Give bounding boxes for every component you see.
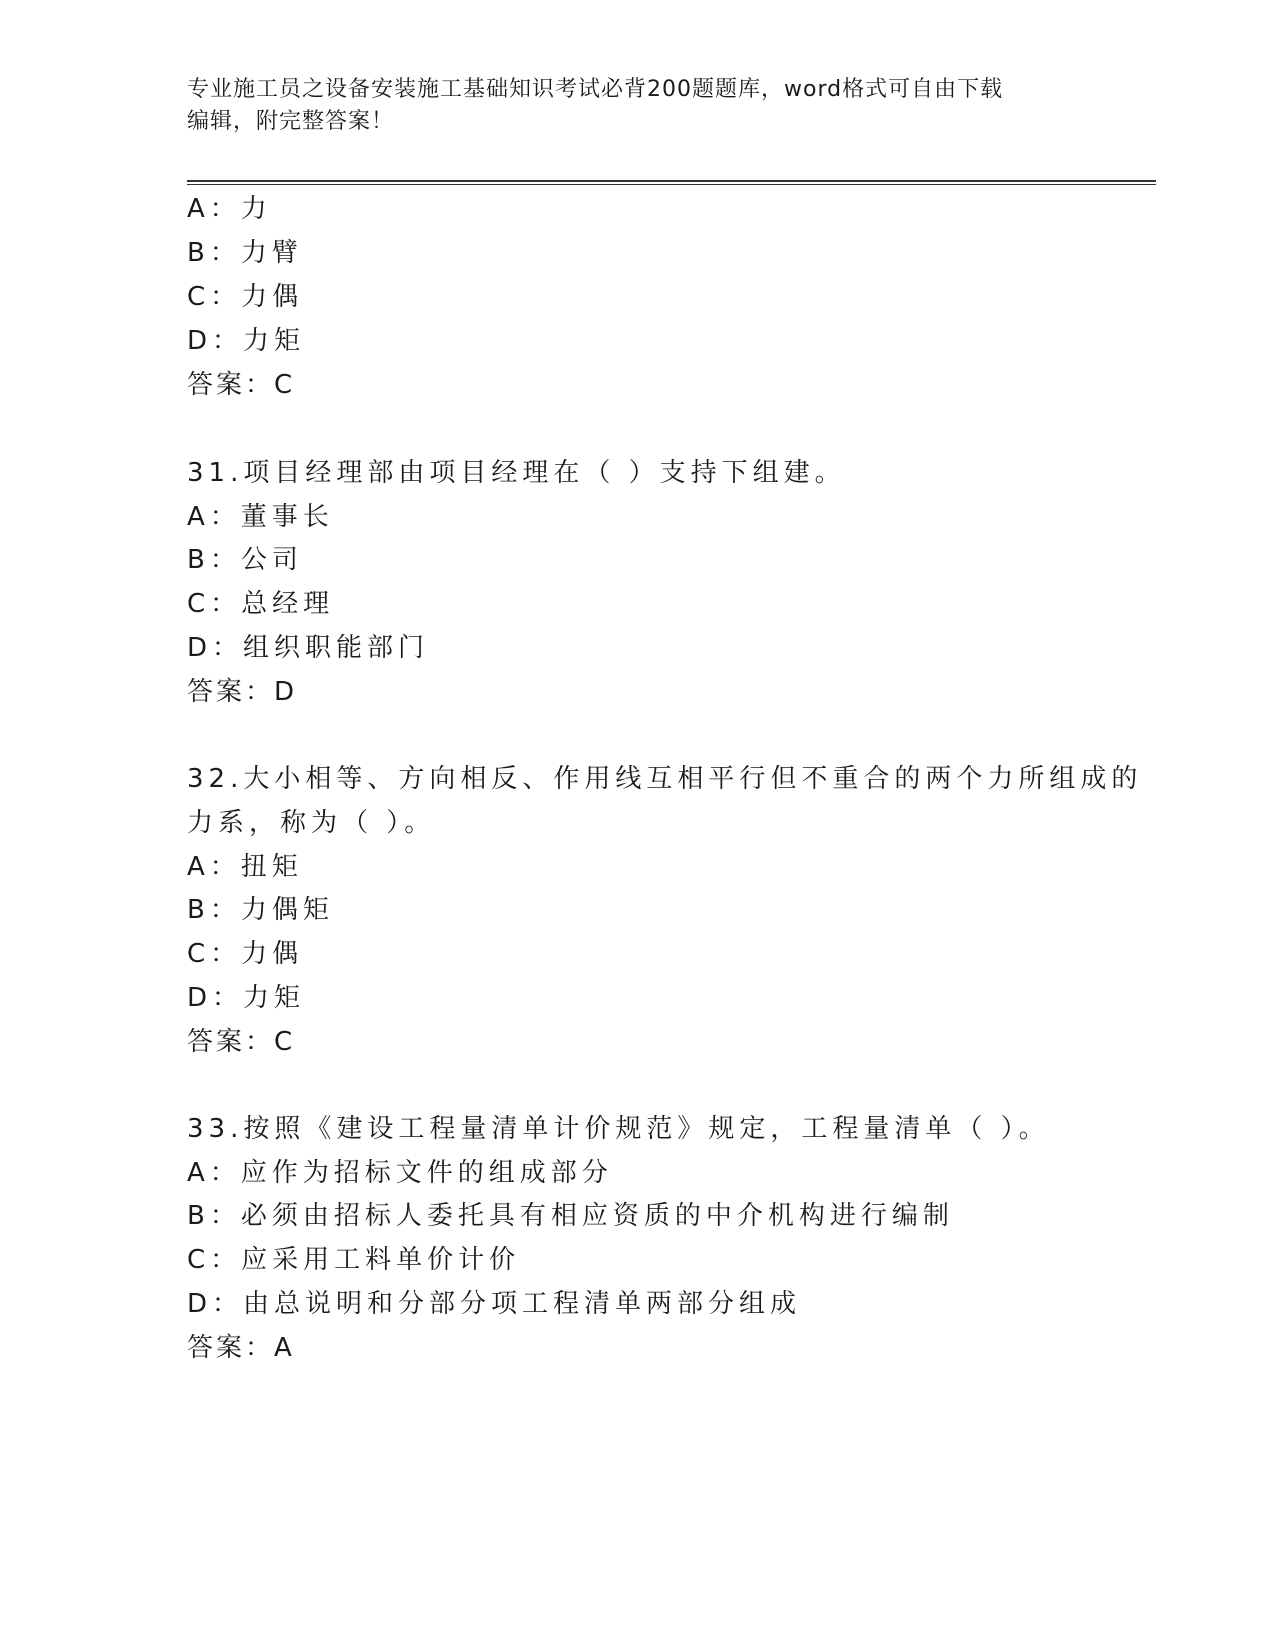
q32-option-a: A：扭矩 — [187, 852, 303, 882]
q33-option-d: D：由总说明和分部分项工程清单两部分组成 — [187, 1289, 802, 1319]
q32-answer: 答案：C — [187, 1027, 296, 1057]
q30-option-b: B：力臂 — [187, 238, 303, 268]
header-line-2: 编辑，附完整答案！ — [187, 109, 395, 134]
q30-option-a: A：力 — [187, 194, 272, 224]
q33-answer: 答案：A — [187, 1333, 295, 1363]
header-line-1: 专业施工员之设备安装施工基础知识考试必背200题题库，word格式可自由下载 — [187, 77, 1004, 102]
q31-option-b: B：公司 — [187, 545, 303, 575]
q30-option-c: C：力偶 — [187, 282, 304, 312]
q32-option-c: C：力偶 — [187, 939, 304, 969]
q30-option-d: D：力矩 — [187, 326, 306, 356]
q31-option-c: C：总经理 — [187, 589, 335, 619]
q32-question-line-2: 力系，称为（ ）。 — [187, 808, 436, 838]
q32-option-b: B：力偶矩 — [187, 895, 334, 925]
q31-option-a: A：董事长 — [187, 502, 334, 532]
q31-question: 31.项目经理部由项目经理在（ ）支持下组建。 — [187, 458, 846, 488]
q31-answer: 答案：D — [187, 677, 298, 707]
q32-option-d: D：力矩 — [187, 983, 306, 1013]
q33-option-b: B：必须由招标人委托具有相应资质的中介机构进行编制 — [187, 1201, 954, 1231]
q33-question: 33.按照《建设工程量清单计价规范》规定，工程量清单（ ）。 — [187, 1114, 1050, 1144]
header-rule-thick — [187, 180, 1156, 182]
header-rule-thin — [187, 184, 1156, 185]
q33-option-c: C：应采用工料单价计价 — [187, 1245, 521, 1275]
q33-option-a: A：应作为招标文件的组成部分 — [187, 1158, 613, 1188]
q32-question-line-1: 32.大小相等、方向相反、作用线互相平行但不重合的两个力所组成的 — [187, 764, 1143, 794]
q31-option-d: D：组织职能部门 — [187, 633, 430, 663]
q30-answer: 答案：C — [187, 370, 296, 400]
document-header — [187, 74, 1067, 138]
